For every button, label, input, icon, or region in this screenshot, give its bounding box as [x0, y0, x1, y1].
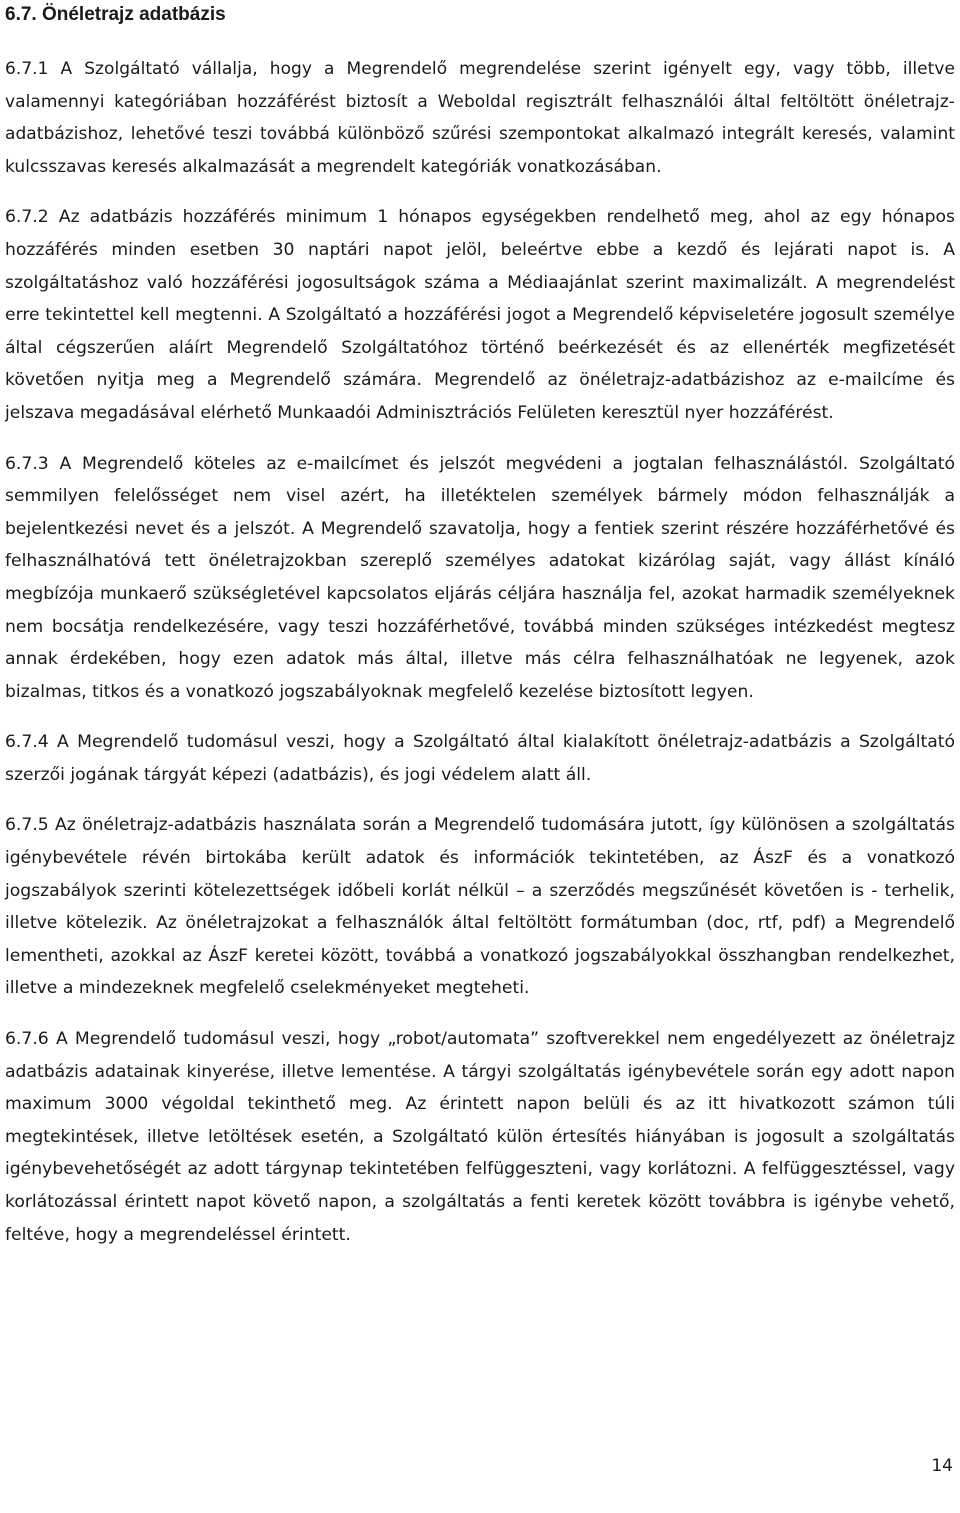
- paragraph-6-7-5: 6.7.5 Az önéletrajz-adatbázis használata során a Megrendelő tudomására jutott, így különösen a szolgáltatás igénybevétele révén birtokába került adatok és információk tekintetében, az ÁszF és a vonatkozó jogszabályok szerinti kötelezettségek időbeli korlát nélkül – a szerződés megszűnését követően is - terhelik, illetve kötelezik. Az önéletrajzokat a felhasználók által feltöltött formátumban (doc, rtf, pdf) a Megrendelő lementheti, azokkal az ÁszF keretei között, továbbá a vonatkozó jogszabályokkal összhangban rendelkezhet, illetve a mindezeknek megfelelő cselekményeket megteheti.: [5, 815, 955, 999]
- paragraph-6-7-3: 6.7.3 A Megrendelő köteles az e-mailcímet és jelszót megvédeni a jogtalan felhasználástól. Szolgáltató semmilyen felelősséget nem visel azért, ha illetéktelen személyek bármely módon felhasználják a bejelentkezési nevet és a jelszót. A Megrendelő szavatolja, hogy a fentiek szerint részére hozzáférhetővé és felhasználhatóvá tett önéletrajzokban szereplő személyes adatokat kizárólag saját, vagy állást kínáló megbízója munkaerő szükségletével kapcsolatos eljárás céljára használja fel, azokat harmadik személyeknek nem bocsátja rendelkezésére, vagy teszi hozzáférhetővé, továbbá minden szükséges intézkedést megtesz annak érdekében, hogy ezen adatok más által, illetve más célra felhasználhatóak ne legyenek, azok bizalmas, titkos és a vonatkozó jogszabályoknak megfelelő kezelése biztosított legyen.: [5, 453, 955, 702]
- document-page: [5, 0, 955, 1251]
- paragraph-6-7-2: 6.7.2 Az adatbázis hozzáférés minimum 1 hónapos egységekben rendelhető meg, ahol az egy hónapos hozzáférés minden esetben 30 naptári napot jelöl, beleértve ebbe a kezdő és lejárati napot is. A szolgáltatáshoz való hozzáférési jogosultságok száma a Médiaajánlat szerint maximalizált. A megrendelést erre tekintettel kell megtenni. A Szolgáltató a hozzáférési jogot a Megrendelő képviseletére jogosult személye által cégszerűen aláírt Megrendelő Szolgáltatóhoz történő beérkezését és az ellenérték megfizetését követően nyitja meg a Megrendelő számára. Megrendelő az önéletrajz-adatbázishoz az e-mailcíme és jelszava megadásával elérhető Munkaadói Adminisztrációs Felületen keresztül nyer hozzáférést.: [5, 207, 955, 423]
- section-heading: 6.7. Önéletrajz adatbázis: [5, 4, 226, 25]
- page-number: 14: [931, 1456, 953, 1476]
- paragraph-6-7-6: 6.7.6 A Megrendelő tudomásul veszi, hogy „robot/automata” szoftverekkel nem engedélyezett az önéletrajz adatbázis adatainak kinyerése, illetve lementése. A tárgyi szolgáltatás igénybevétele során egy adott napon maximum 3000 végoldal tekinthető meg. Az érintett napon belüli és az itt hivatkozott számon túli megtekintések, illetve letöltések esetén, a Szolgáltató külön értesítés hiányában is jogosult a szolgáltatás igénybevehetőségét az adott tárgynap tekintetében felfüggeszteni, vagy korlátozni. A felfüggesztéssel, vagy korlátozással érintett napot követő napon, a szolgáltatás a fenti keretek között továbbra is igénybe vehető, feltéve, hogy a megrendeléssel érintett.: [5, 1029, 955, 1245]
- paragraph-6-7-1: 6.7.1 A Szolgáltató vállalja, hogy a Megrendelő megrendelése szerint igényelt egy, vagy több, illetve valamennyi kategóriában hozzáférést biztosít a Weboldal regisztrált felhasználói által feltöltött önéletrajz-adatbázishoz, lehetővé teszi továbbá különböző szűrési szempontokat alkalmazó integrált keresés, valamint kulcsszavas keresés alkalmazását a megrendelt kategóriák vonatkozásában.: [5, 59, 955, 177]
- paragraph-6-7-4: 6.7.4 A Megrendelő tudomásul veszi, hogy a Szolgáltató által kialakított önéletrajz-adatbázis a Szolgáltató szerzői jogának tárgyát képezi (adatbázis), és jogi védelem alatt áll.: [5, 732, 955, 785]
